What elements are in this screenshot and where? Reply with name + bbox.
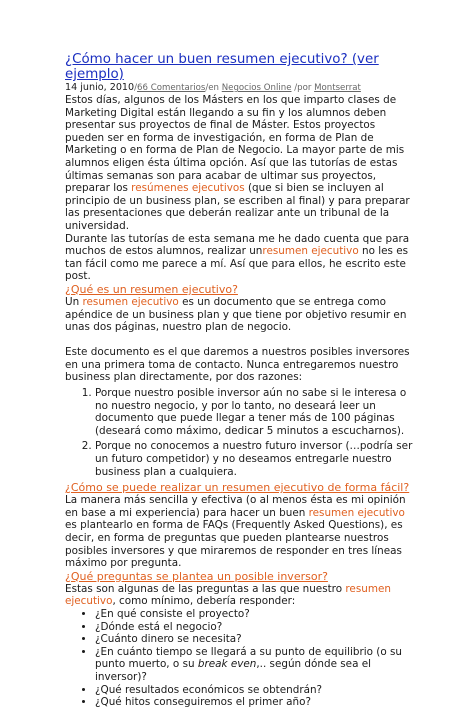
meta-por: /por [291,83,315,93]
list-item: 1. Porque nuestro posible inversor aún no sabe si le interesa o no nuestro negocio, y por lo tanto, no deseará leer un documento que puede llegar a tener más de 100 páginas (deseará como máximo, dedicar 5 minutos a escucharnos). [95,387,415,437]
list-item: • ¿Cuánto dinero se necesita? [95,633,415,646]
category-link[interactable]: Negocios Online [221,83,292,93]
definition-paragraph: Un resumen ejecutivo es un documento que se entrega como apéndice de un business plan y que tiene por objetivo resumir en unas dos páginas, nuestro plan de negocio. [65,295,407,334]
faq-paragraph: La manera más sencilla y efectiva (o al menos ésta es mi opinión en base a mi experiencia) para hacer un buen resumen ejecutivo es plantearlo en forma de FAQs (Frequently Asked Questions), es decir, en forma de preguntas que pueden plantearse nuestros posibles inversores y que miraremos de responder en tres líneas máximo por pregunta. [65,494,406,570]
meta-separator: / [134,83,138,93]
article-meta [65,82,415,94]
intro-paragraph-2: Durante las tutorías de esta semana me he dado cuenta que para muchos de estos alumnos, realizar unresumen ejecutivo no les es tan fácil como me parece a mí. Así que para ellos, he escrito este post. [65,232,410,283]
section-heading-como: ¿Cómo se puede realizar un resumen ejecutivo de forma fácil? [65,481,410,495]
questions-list [65,608,415,709]
resumenes-ejecutivos-link[interactable]: resúmenes ejecutivos [131,182,245,195]
author-link[interactable]: Montserrat [314,83,361,93]
list-item: • ¿Dónde está el negocio? [95,621,415,634]
document-page [65,52,415,709]
article-title[interactable]: ¿Cómo hacer un buen resumen ejecutivo? (ver ejemplo) [65,52,379,82]
break-even-term: break even [197,658,257,671]
reasons-intro-paragraph: Este documento es el que daremos a nuestros posibles inversores en una primera toma de contacto. Nunca entregaremos nuestro business plan directamente, por dos razones: [65,346,410,384]
meta-en: /en [205,83,222,93]
resumen-ejecutivo-link[interactable]: resumen ejecutivo [82,295,179,308]
list-item: 2. Porque no conocemos a nuestro futuro inversor (…podría ser un futuro competidor) y no deseamos entregarle nuestro business plan a cualquiera. [95,440,415,478]
intro-paragraph-1: Estos días, algunos de los Másters en los que imparto clases de Marketing Digital están llegando a su fin y los alumnos deben presentar sus proyectos de final de Máster. Estos proyectos pueden ser en forma de investigación, en forma de Plan de Marketing o en forma de Plan de Negocio. La mayor parte de mis alumnos eligen ésta última opción. Así que las tutorías de estas últimas semanas son para acabar de ultimar sus proyectos, preparar los resúmenes ejecutivos (que si bien se incluyen al principio de un business plan, se escriben al final) y para preparar las presentaciones que deberán realizar ante un tribunal de la universidad. [65,94,410,232]
list-item: • ¿En qué consiste el proyecto? [95,608,415,621]
comments-link[interactable]: 66 Comentarios [137,83,206,93]
questions-intro-paragraph: Estas son algunas de las preguntas a las que nuestro resumen ejecutivo, como mínimo, debería responder: [65,582,391,608]
resumen-ejecutivo-link[interactable]: resumen ejecutivo [65,582,391,608]
resumen-ejecutivo-link[interactable]: resumen ejecutivo [308,506,405,519]
resumen-ejecutivo-link[interactable]: resumen ejecutivo [262,245,359,258]
blank-line [65,334,415,347]
section-heading-preguntas: ¿Qué preguntas se plantea un posible inversor? [65,569,328,583]
list-item: • ¿En cuánto tiempo se llegará a su punto de equilibrio (o su punto muerto, o su break even,.. según dónde sea el inversor)? [95,646,415,684]
reasons-list [65,387,415,478]
list-item: • ¿Qué resultados económicos se obtendrán? [95,684,415,697]
post-date: 14 junio, 2010 [65,82,135,93]
section-heading-que-es: ¿Qué es un resumen ejecutivo? [65,282,238,296]
list-item: • ¿Qué hitos conseguiremos el primer año? [95,696,415,709]
